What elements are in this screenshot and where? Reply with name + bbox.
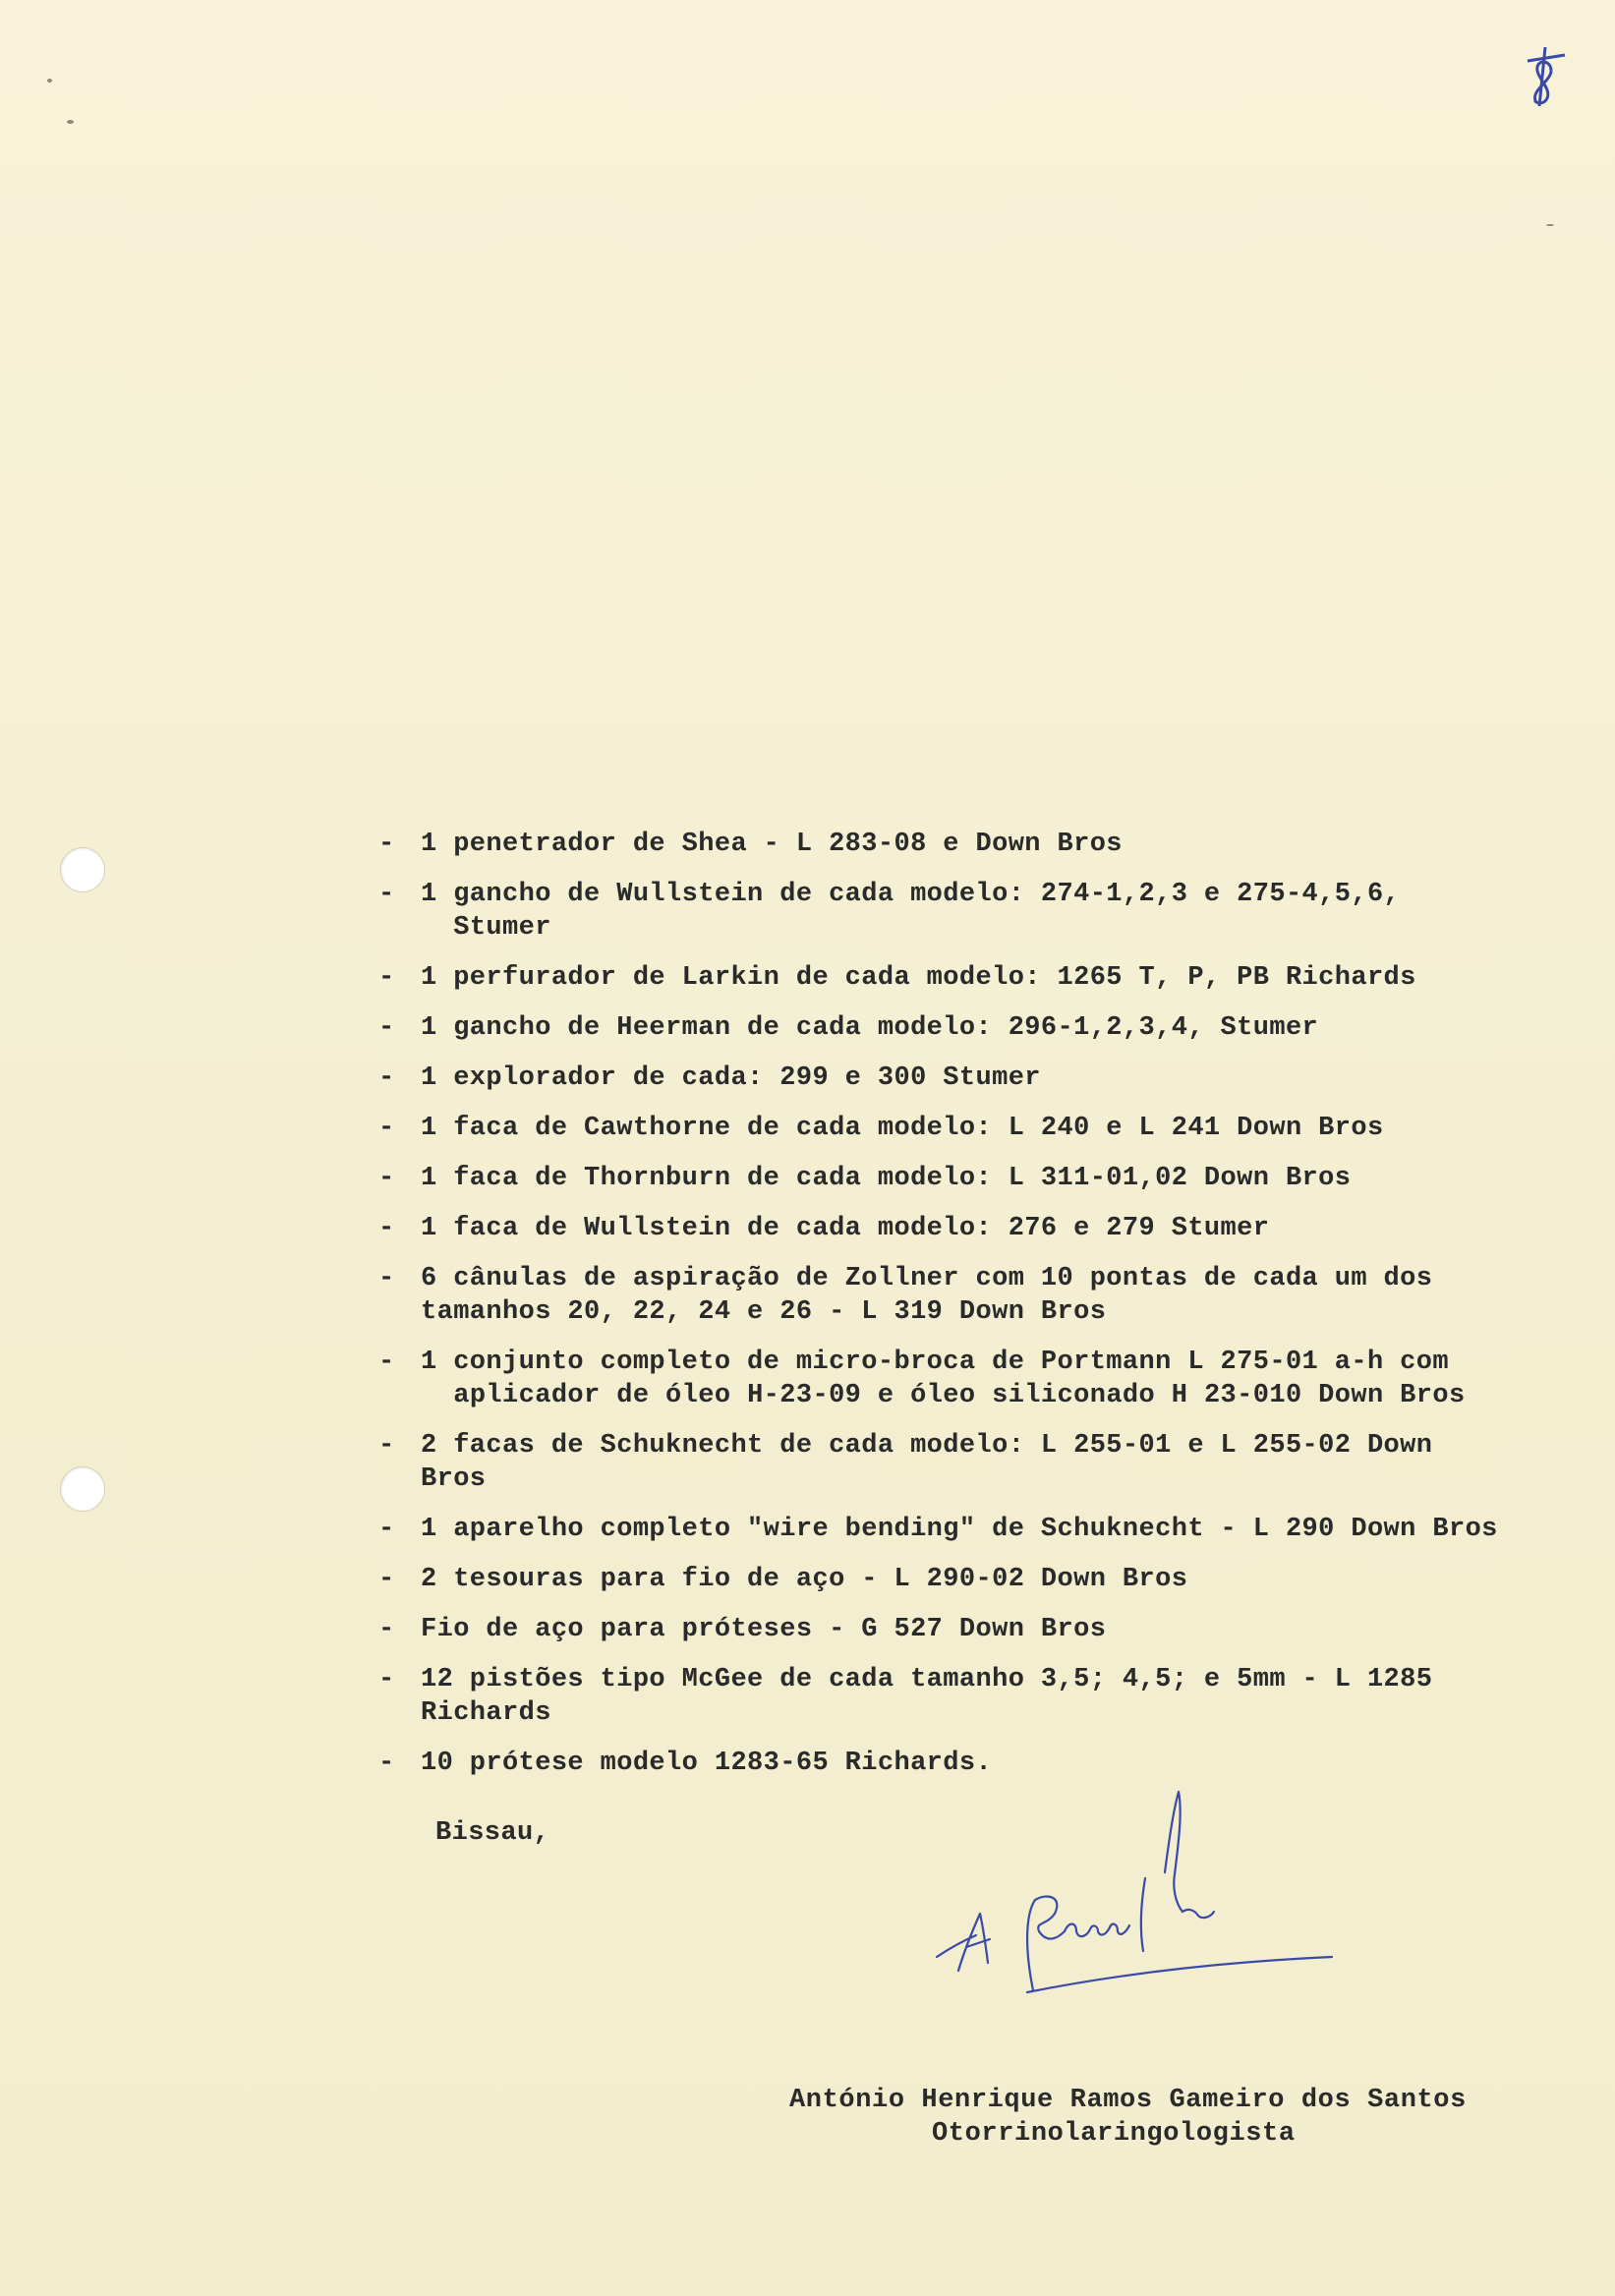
list-dash: - xyxy=(378,1515,395,1544)
list-item xyxy=(378,1663,1597,1730)
list-dash: - xyxy=(378,1164,395,1193)
list-item xyxy=(378,1429,1597,1496)
list-item xyxy=(378,1747,1597,1780)
list-item xyxy=(378,1346,1597,1412)
list-dash: - xyxy=(378,830,395,859)
handwritten-signature xyxy=(929,1784,1342,2010)
list-dash: - xyxy=(378,1615,395,1644)
list-item-text: 1 faca de Cawthorne de cada modelo: L 240 e L 241 Down Bros xyxy=(421,1114,1384,1143)
list-item xyxy=(378,828,1597,861)
list-item xyxy=(378,961,1597,995)
list-item xyxy=(378,1112,1597,1145)
list-item-text: 1 perfurador de Larkin de cada modelo: 1265 T, P, PB Richards xyxy=(421,963,1416,993)
list-dash: - xyxy=(378,1749,395,1778)
list-item-text: 1 penetrador de Shea - L 283-08 e Down Bros xyxy=(421,830,1123,859)
list-dash: - xyxy=(378,1013,395,1043)
punch-hole-bottom xyxy=(60,1466,105,1512)
signer-title: Otorrinolaringologista xyxy=(932,2119,1296,2149)
list-dash: - xyxy=(378,1114,395,1143)
list-dash: - xyxy=(378,1063,395,1093)
list-item-text: 12 pistões tipo McGee de cada tamanho 3,5; 4,5; e 5mm - L 1285 Richards xyxy=(421,1665,1433,1728)
list-dash: - xyxy=(378,1348,395,1377)
list-dash: - xyxy=(378,1665,395,1694)
list-item xyxy=(378,1513,1597,1546)
list-item-text: 2 facas de Schuknecht de cada modelo: L 255-01 e L 255-02 Down Bros xyxy=(421,1431,1433,1494)
list-item xyxy=(378,1212,1597,1245)
list-item xyxy=(378,1563,1597,1596)
list-item xyxy=(378,1262,1597,1329)
punch-hole-top xyxy=(60,847,105,892)
list-item-text: 1 explorador de cada: 299 e 300 Stumer xyxy=(421,1063,1041,1093)
list-item-text: 10 prótese modelo 1283-65 Richards. xyxy=(421,1749,993,1778)
paper-speck xyxy=(47,79,52,83)
list-item-text: 1 gancho de Wullstein de cada modelo: 274-1,2,3 e 275-4,5,6, Stumer xyxy=(421,880,1401,943)
list-dash: - xyxy=(378,1264,395,1293)
list-dash: - xyxy=(378,1431,395,1461)
list-item-text: 6 cânulas de aspiração de Zollner com 10 pontas de cada um dos tamanhos 20, 22, 24 e 26 - L 319 Down Bros xyxy=(421,1264,1433,1327)
list-dash: - xyxy=(378,880,395,909)
list-item xyxy=(378,878,1597,945)
list-item-text: 1 aparelho completo "wire bending" de Schuknecht - L 290 Down Bros xyxy=(421,1515,1498,1544)
list-dash: - xyxy=(378,963,395,993)
list-item-text: 1 faca de Thornburn de cada modelo: L 311-01,02 Down Bros xyxy=(421,1164,1352,1193)
signer-name: António Henrique Ramos Gameiro dos Santos xyxy=(789,2086,1467,2115)
list-item-text: 1 gancho de Heerman de cada modelo: 296-1,2,3,4, Stumer xyxy=(421,1013,1319,1043)
paper-speck xyxy=(1546,224,1554,226)
list-item xyxy=(378,1162,1597,1195)
list-item-text: 2 tesouras para fio de aço - L 290-02 Down Bros xyxy=(421,1565,1188,1594)
handwritten-page-number xyxy=(1522,41,1571,110)
list-item xyxy=(378,1613,1597,1646)
list-item-text: 1 faca de Wullstein de cada modelo: 276 e 279 Stumer xyxy=(421,1214,1270,1243)
instrument-list xyxy=(378,828,1597,1797)
signer-block xyxy=(789,2084,1536,2151)
list-dash: - xyxy=(378,1214,395,1243)
paper-speck xyxy=(67,120,74,124)
list-item-text: 1 conjunto completo de micro-broca de Portmann L 275-01 a-h com aplicador de óleo H-23-09 e óleo siliconado H 23-010 Down Bros xyxy=(421,1348,1466,1410)
list-item-text: Fio de aço para próteses - G 527 Down Bros xyxy=(421,1615,1107,1644)
closing-place: Bissau, xyxy=(435,1818,550,1848)
list-item xyxy=(378,1062,1597,1095)
list-dash: - xyxy=(378,1565,395,1594)
list-item xyxy=(378,1011,1597,1045)
